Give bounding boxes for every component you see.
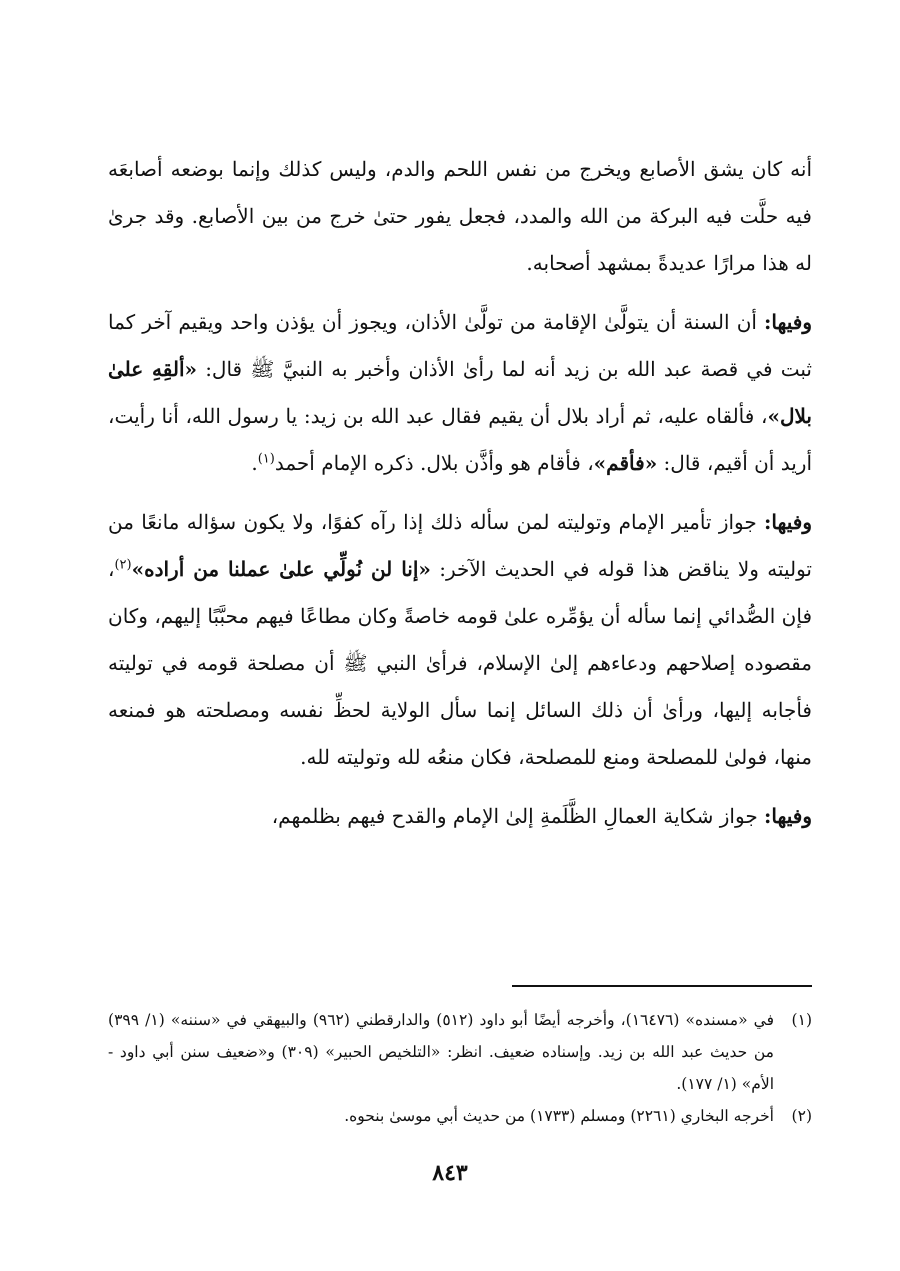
footnotes [108, 1004, 812, 1132]
paragraph-2-part3: ، فأقام هو وأذَّن بلال. ذكره الإمام أحمد [274, 451, 594, 475]
paragraph-3 [108, 499, 812, 781]
paragraph-2-lead: وفيها: [764, 310, 812, 334]
footnote-1-text: في «مسنده» (١٦٤٧٦)، وأخرجه أيضًا أبو داود (٥١٢) والدارقطني (٩٦٢) والبيهقي في «سننه» (١/ ٣٩٩) من حديث عبد الله بن زيد. وإسناده ضعيف. انظر: «التلخيص الحبير» (٣٠٩) و«ضعيف سنن أبي داود - الأم» (١/ ١٧٧). [108, 1011, 774, 1093]
paragraph-2-quote2: «فأقم» [593, 451, 658, 475]
footnote-2-number: (٢) [791, 1107, 812, 1125]
footnote-2-text: أخرجه البخاري (٢٢٦١) ومسلم (١٧٣٣) من حديث أبي موسىٰ بنحوه. [344, 1107, 774, 1125]
footnote-1 [108, 1004, 812, 1100]
paragraph-2-quote1: «ألقِهِ علىٰ بلال» [108, 357, 812, 428]
paragraph-3-lead: وفيها: [764, 510, 812, 534]
paragraph-2 [108, 299, 812, 487]
paragraph-4-lead: وفيها: [764, 804, 812, 828]
paragraph-3-part2: ، فإن الصُّدائي إنما سأله أن يؤمِّره علىٰ قومه خاصةً وكان مطاعًا فيهم محبَّبًا إليهم، وكان مقصوده إصلاحهم ودعاءهم إلىٰ الإسلام، فرأىٰ النبي ﷺ أن مصلحة قومه في توليته فأجابه إليها، ورأىٰ أن ذلك السائل إنما سأل الولاية لحظِّ نفسه ومصلحته هو فمنعه منها، فولىٰ للمصلحة ومنع للمصلحة، فكان منعُه لله وتوليته لله. [108, 557, 812, 769]
page-number: ٨٤٣ [432, 1160, 468, 1186]
paragraph-3-quote1: «إنا لن نُولِّي علىٰ عملنا من أراده» [131, 557, 431, 581]
footnote-1-number: (١) [791, 1011, 812, 1029]
footnote-2 [108, 1100, 812, 1132]
paragraph-4 [108, 793, 812, 840]
paragraph-1 [108, 146, 812, 287]
paragraph-1-text: أنه كان يشق الأصابع ويخرج من نفس اللحم والدم، وليس كذلك وإنما بوضعه أصابعَه فيه حلَّت فيه البركة من الله والمدد، فجعل يفور حتىٰ خرج من بين الأصابع. وقد جرىٰ له هذا مرارًا عديدةً بمشهد أصحابه. [108, 157, 812, 275]
footnote-ref-1[interactable]: (١) [257, 451, 275, 467]
footnote-ref-2[interactable]: (٢) [114, 557, 132, 573]
paragraph-2-part1: أن السنة أن يتولَّىٰ الإقامة من تولَّىٰ الأذان، ويجوز أن يؤذن واحد ويقيم آخر كما ثبت في قصة عبد الله بن زيد أنه لما رأىٰ الأذان وأخبر به النبيَّ ﷺ قال: [108, 310, 813, 381]
paragraph-3-part1: جواز تأمير الإمام وتوليته لمن سأله ذلك إذا رآه كفوًا، ولا يكون سؤاله مانعًا من توليته ولا يناقض هذا قوله في الحديث الآخر: [108, 510, 812, 581]
paragraph-2-end: . [251, 451, 258, 475]
paragraph-4-text: جواز شكاية العمالِ الظَّلَمةِ إلىٰ الإمام والقدح فيهم بظلمهم، [271, 804, 765, 828]
main-text [108, 146, 812, 852]
footnote-separator [512, 985, 812, 987]
paragraph-2-part2: ، فألقاه عليه، ثم أراد بلال أن يقيم فقال عبد الله بن زيد: يا رسول الله، أنا رأيت، أريد أن أقيم، قال: [108, 404, 812, 475]
